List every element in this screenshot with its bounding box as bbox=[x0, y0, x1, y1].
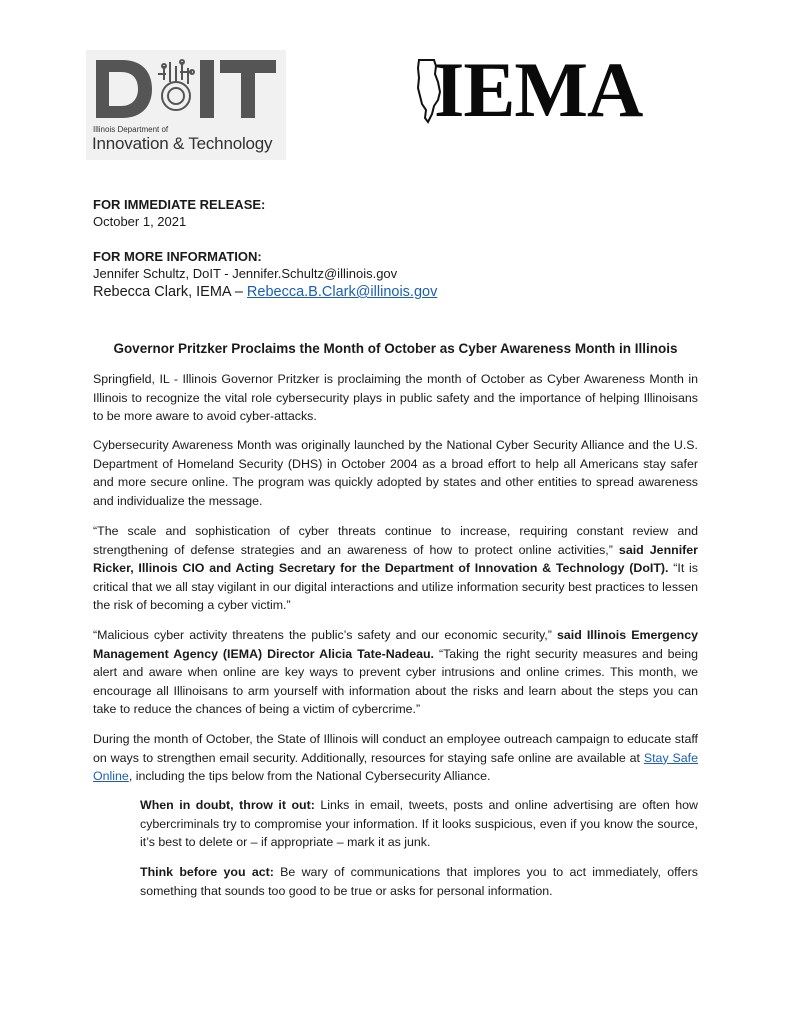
contact-schultz: Jennifer Schultz, DoIT - Jennifer.Schultz@illinois.gov bbox=[93, 266, 398, 281]
tip-think-before-you-act bbox=[140, 863, 698, 900]
iema-wordmark: IEMA bbox=[434, 46, 643, 133]
doit-wordmark bbox=[92, 56, 280, 122]
ricker-quote-end: “It is critical that we all stay vigilant in our digital interactions and utilize information security best practices to lessen the risk of becoming a cyber victim.” bbox=[93, 561, 698, 613]
release-label: FOR IMMEDIATE RELEASE: bbox=[93, 197, 266, 212]
headline: Governor Pritzker Proclaims the Month of October as Cyber Awareness Month in Illinois bbox=[113, 341, 678, 356]
tip2-title: Think before you act: bbox=[140, 865, 274, 879]
paragraph-intro: Springfield, IL - Illinois Governor Pritzker is proclaiming the month of October as Cyber Awareness Month in Illinois to recognize the vital role cybersecurity plays in public safety and the importance of helping Illinoisans to be more aware to avoid cyber-attacks. bbox=[93, 372, 698, 424]
doit-subtitle-line1: Illinois Department of bbox=[93, 125, 169, 134]
paragraph-ricker-quote bbox=[93, 522, 698, 615]
outreach-text: During the month of October, the State of Illinois will conduct an employee outreach campaign to educate staff on ways to strengthen email security. Additionally, resources for staying safe online are available at bbox=[93, 732, 698, 765]
iema-logo bbox=[416, 46, 682, 133]
tate-nadeau-quote-start: “Malicious cyber activity threatens the public’s safety and our economic security,” bbox=[93, 628, 552, 642]
doit-subtitle-line2: Innovation & Technology bbox=[92, 134, 273, 153]
stay-safe-online-link[interactable]: Stay Safe Online bbox=[93, 750, 699, 784]
paragraph-history: Cybersecurity Awareness Month was originally launched by the National Cyber Security Alliance and the U.S. Department of Homeland Security (DHS) in October 2004 as a broad effort to help all Americans stay safer and more secure online. The program was quickly adopted by states and other entities to spread awareness and individualize the message. bbox=[93, 438, 698, 508]
doit-logo bbox=[86, 50, 286, 160]
ricker-quote-start: “The scale and sophistication of cyber threats continue to increase, requiring constant review and strengthening of defense strategies and an awareness of how to protect online activities,” bbox=[93, 524, 698, 557]
contact-clark-name: Rebecca Clark, IEMA – bbox=[93, 284, 247, 300]
tip2-text: Be wary of communications that implores you to act immediately, offers something that sounds too good to be true or asks for personal information. bbox=[140, 865, 698, 898]
info-label: FOR MORE INFORMATION: bbox=[93, 249, 262, 264]
tate-nadeau-attribution: said Illinois Emergency Management Agency (IEMA) Director Alicia Tate-Nadeau. bbox=[93, 628, 698, 661]
paragraph-tate-nadeau-quote bbox=[93, 626, 698, 719]
tip1-text: Links in email, tweets, posts and online advertising are often how cybercriminals try to compromise your information. If it looks suspicious, even if you know the source, it’s best to delete or – if appropriate – mark it as junk. bbox=[140, 798, 699, 850]
tip1-title: When in doubt, throw it out: bbox=[140, 798, 315, 812]
tip-throw-it-out bbox=[140, 796, 698, 852]
clark-email-link[interactable]: Rebecca.B.Clark@illinois.gov bbox=[246, 284, 438, 300]
ricker-attribution: said Jennifer Ricker, Illinois CIO and Acting Secretary for the Department of Innovation & Technology (DoIT). bbox=[93, 542, 698, 576]
paragraph-outreach bbox=[93, 730, 698, 786]
contact-clark bbox=[93, 283, 437, 301]
outreach-text-end: , including the tips below from the National Cybersecurity Alliance. bbox=[128, 769, 491, 784]
tate-nadeau-quote-end: “Taking the right security measures and being alert and aware when online are key ways to prevent cyber intrusions and online crimes. This month, we encourage all Illinoisans to arm yourself with information about the risks and learn about the steps you can take to reduce the chances of being a victim of cybercrime.” bbox=[93, 646, 698, 717]
release-date: October 1, 2021 bbox=[93, 214, 187, 229]
